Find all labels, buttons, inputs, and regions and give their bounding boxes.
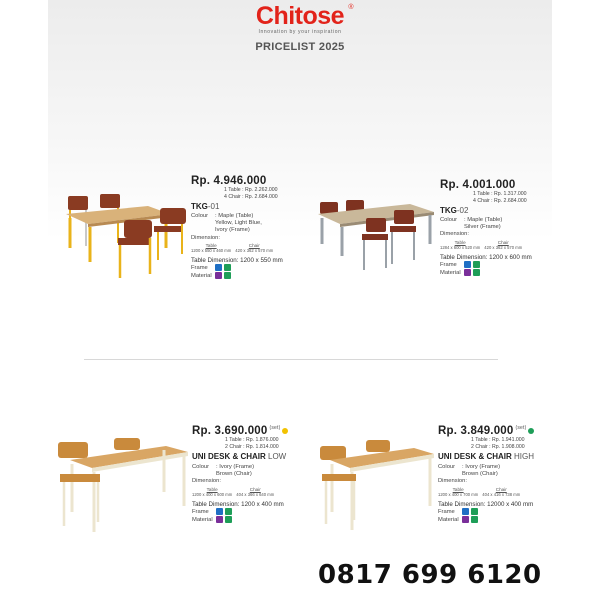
colour-label: Colour [438, 464, 456, 470]
colour-value: Silver (Frame) [464, 224, 501, 231]
dim-chair-head: Chair [249, 486, 261, 492]
material-label: Material [191, 272, 212, 279]
colour-value: Ivory (Frame) [215, 227, 250, 234]
dim-table-head: Table [206, 486, 218, 492]
tkg-02-product-image [316, 198, 440, 272]
pricelist-title: PRICELIST 2025 [255, 41, 345, 53]
dim-chair-value: 404 x 416 x 738 mm [482, 491, 521, 497]
product-uni-low [192, 425, 288, 524]
product-price: Rp. 4.946.000 [191, 175, 267, 187]
material-swatch [215, 272, 222, 279]
product-model [192, 452, 288, 461]
dim-table-value: 1200 x 550 x 460 mm [191, 247, 232, 253]
price-breakdown [473, 191, 532, 204]
material-swatches [192, 516, 288, 524]
price-value: Rp. 3.690.000 [192, 425, 268, 437]
breakdown-table: 1 Table : Rp. 1.876.000 [225, 437, 279, 443]
model-name: TKG [440, 206, 457, 215]
material-label: Material [438, 516, 459, 523]
colour-value: : Maple (Table) [215, 213, 254, 219]
dimension-label: Dimension: [192, 478, 221, 485]
dimension-table [440, 240, 532, 250]
model-suffix: -01 [207, 202, 220, 211]
frame-swatches [191, 264, 283, 272]
material-swatch [225, 516, 232, 523]
colour-value: Brown (Chair) [216, 471, 252, 478]
frame-swatch [224, 264, 231, 271]
colour-spec [440, 217, 532, 239]
brand-header [0, 0, 600, 53]
product-model [438, 452, 534, 461]
frame-swatch [225, 508, 232, 515]
set-label: (set) [515, 425, 527, 431]
breakdown-table: 1 Table : Rp. 2.262.000 [224, 187, 278, 193]
dim-table-head: Table [452, 486, 464, 492]
material-swatch [471, 516, 478, 523]
material-swatches [191, 272, 283, 280]
dim-chair-head: Chair [497, 239, 509, 245]
frame-swatches [192, 508, 288, 516]
dim-table-value: 1284 x 600 x 520 mm [440, 244, 481, 250]
dimension-label: Dimension: [438, 478, 467, 485]
dimension-label: Dimension: [440, 231, 469, 238]
uni-low-product-image [56, 436, 190, 538]
model-suffix: -02 [456, 206, 469, 215]
colour-value: : Maple (Table) [464, 217, 503, 223]
frame-label: Frame [191, 264, 208, 271]
price-breakdown [471, 437, 534, 450]
dimension-table [438, 487, 534, 497]
dim-table-value: 1200 x 400 x 700 mm [438, 491, 479, 497]
breakdown-chair: 2 Chair : Rp. 1.814.000 [225, 443, 279, 450]
product-model [191, 202, 283, 211]
table-dimension: Table Dimension: 1200 x 550 mm [191, 256, 283, 264]
frame-swatch [215, 264, 222, 271]
frame-swatch [473, 261, 480, 268]
right-margin [552, 0, 600, 600]
frame-label: Frame [438, 508, 455, 515]
breakdown-chair: 4 Chair : Rp. 2.684.000 [224, 193, 278, 200]
colour-value: : Ivory (Frame) [462, 464, 501, 470]
brand-logo [255, 2, 354, 31]
section-divider [84, 359, 498, 360]
contact-phone: 0817 699 6120 [318, 560, 542, 590]
dimension-label: Dimension: [191, 234, 220, 241]
product-price [192, 425, 288, 437]
table-dimension: Table Dimension: 12000 x 400 mm [438, 500, 534, 508]
material-label: Material [192, 516, 213, 523]
price-breakdown [224, 187, 283, 200]
dimension-table [192, 487, 288, 497]
breakdown-table: 1 Table : Rp. 1.317.000 [473, 191, 527, 197]
model-name: UNI DESK & CHAIR [192, 452, 266, 461]
dimension-table [191, 243, 283, 253]
badge-icon [528, 428, 534, 434]
price-value: Rp. 3.849.000 [438, 425, 514, 437]
model-suffix: HIGH [511, 452, 535, 461]
dim-table-head: Table [205, 242, 217, 248]
price-breakdown [225, 437, 288, 450]
frame-swatch [471, 508, 478, 515]
table-dimension: Table Dimension: 1200 x 400 mm [192, 500, 284, 508]
material-swatch [216, 516, 223, 523]
brand-name: Chitose [255, 2, 345, 30]
material-swatch [462, 516, 469, 523]
tkg-01-product-image [62, 188, 192, 280]
frame-swatches [440, 261, 532, 269]
colour-label: Colour [191, 213, 209, 219]
frame-swatch [464, 261, 471, 268]
product-tkg-02 [440, 179, 532, 277]
material-swatch [224, 272, 231, 279]
breakdown-chair: 2 Chair : Rp. 1.908.000 [471, 443, 525, 450]
frame-swatch [462, 508, 469, 515]
dim-chair-value: 404 x 366 x 640 mm [236, 491, 275, 497]
dim-table-value: 1200 x 400 x 600 mm [192, 491, 233, 497]
registered-mark: ® [348, 4, 354, 11]
star-badge-icon [282, 428, 288, 434]
set-label: (set) [269, 425, 281, 431]
left-margin [0, 0, 48, 600]
colour-value: Yellow, Light Blue, [215, 220, 262, 227]
dim-chair-value: 420 x 362 x 570 mm [235, 247, 274, 253]
material-swatch [464, 269, 471, 276]
product-price [438, 425, 534, 437]
frame-label: Frame [440, 261, 457, 268]
breakdown-chair: 4 Chair : Rp. 2.684.000 [473, 197, 527, 204]
dim-chair-value: 420 x 362 x 570 mm [484, 244, 523, 250]
material-label: Material [440, 269, 461, 276]
frame-swatch [216, 508, 223, 515]
dim-chair-head: Chair [248, 242, 260, 248]
breakdown-table: 1 Table : Rp. 1.941.000 [471, 437, 525, 443]
frame-swatches [438, 508, 534, 516]
product-model [440, 206, 532, 215]
model-name: UNI DESK & CHAIR [438, 452, 512, 461]
model-suffix: LOW [265, 452, 287, 461]
material-swatches [438, 516, 534, 524]
product-tkg-01 [191, 175, 283, 280]
product-uni-high [438, 425, 534, 524]
material-swatch [473, 269, 480, 276]
table-dimension: Table Dimension: 1200 x 600 mm [440, 253, 532, 261]
colour-spec [192, 464, 288, 486]
uni-high-product-image [318, 440, 436, 532]
brand-tagline: Innovation by your inspiration [258, 29, 342, 35]
dim-chair-head: Chair [495, 486, 507, 492]
dim-table-head: Table [454, 239, 466, 245]
colour-label: Colour [192, 464, 210, 470]
colour-label: Colour [440, 217, 458, 223]
model-name: TKG [191, 202, 208, 211]
colour-spec [191, 213, 283, 242]
colour-value: Brown (Chair) [462, 471, 498, 478]
frame-label: Frame [192, 508, 209, 515]
product-price: Rp. 4.001.000 [440, 179, 516, 191]
colour-value: : Ivory (Frame) [216, 464, 255, 470]
colour-spec [438, 464, 534, 486]
material-swatches [440, 269, 532, 277]
